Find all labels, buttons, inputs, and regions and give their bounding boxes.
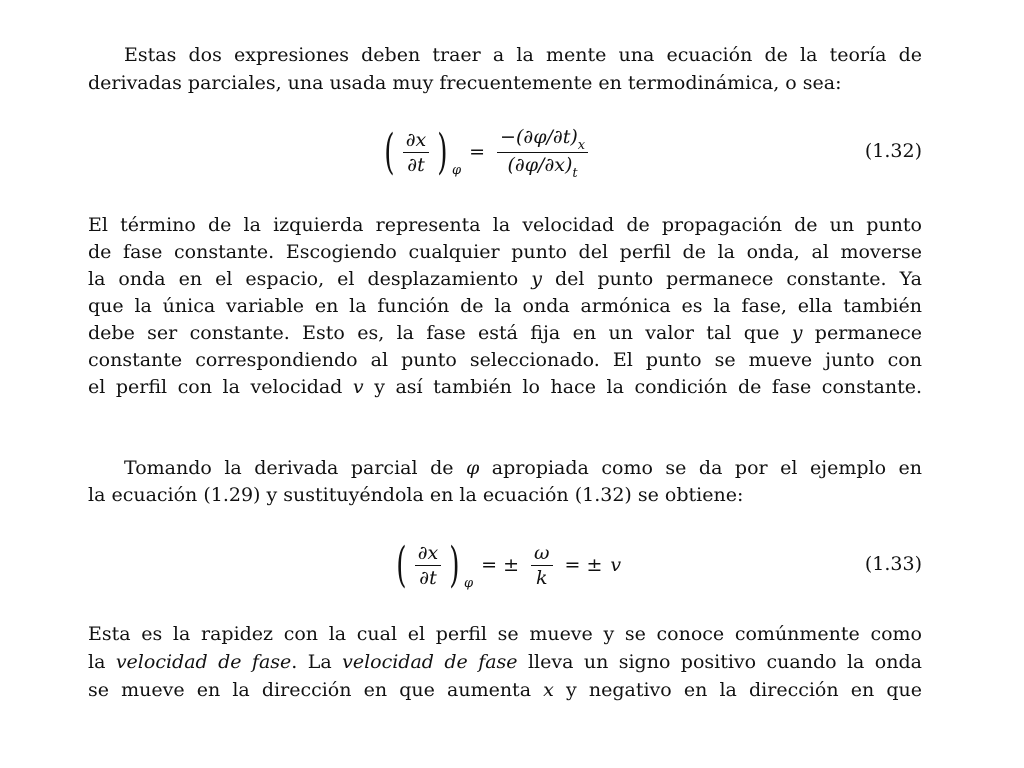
rhs-fraction [497, 125, 588, 180]
paragraph-2-line-4: que la única variable en la función de la onda armónica es la fase, ella también [88, 295, 922, 317]
right-paren: ) [437, 124, 448, 180]
paragraph-2-line-7: el perfil con la velocidad v y así también lo hace la condición de fase constante. [88, 376, 922, 398]
right-paren: ) [449, 537, 460, 593]
lhs-fraction [403, 128, 430, 177]
equals-sign: = [469, 141, 486, 163]
equation-1-32 [0, 122, 1024, 182]
omega-over-k-fraction [531, 541, 553, 590]
omega: ω [534, 541, 550, 564]
lhs-numerator: ∂x [405, 128, 427, 151]
equals-plus-minus-2: = ± [564, 554, 603, 576]
left-paren: ( [396, 537, 407, 593]
paragraph-2-line-2: de fase constante. Escogiendo cualquier punto del perfil de la onda, al moverse [88, 241, 922, 263]
left-paren: ( [384, 124, 395, 180]
paragraph-2-line-6: constante correspondiendo al punto seleccionado. El punto se mueve junto con [88, 349, 922, 371]
rhs-numerator: $-(\partial\varphi/\partial t)_x$ [500, 125, 586, 153]
lhs-denominator: ∂t [407, 153, 425, 176]
paragraph-3-line-1: Tomando la derivada parcial de φ apropiada como se da por el ejemplo en [124, 457, 923, 479]
equation-number: (1.33) [864, 553, 922, 575]
lhs-subscript: φ [452, 162, 462, 178]
phase-velocity-v: v [610, 554, 622, 576]
paragraph-4-line-1: Esta es la rapidez con la cual el perfil se mueve y se conoce comúnmente como [88, 623, 922, 645]
paragraph-4-line-3: se mueve en la dirección en que aumenta x y negativo en la dirección en que [88, 679, 922, 701]
paragraph-2-line-3: la onda en el espacio, el desplazamiento y del punto permanece constante. Ya [88, 268, 922, 290]
equation-1-33 [0, 535, 1024, 595]
lhs-numerator: ∂x [417, 541, 439, 564]
equation-number: (1.32) [864, 140, 922, 162]
lhs-fraction [415, 541, 442, 590]
paragraph-3-line-2: la ecuación (1.29) y sustituyéndola en la ecuación (1.32) se obtiene: [88, 484, 744, 506]
paragraph-2-line-5: debe ser constante. Esto es, la fase está fija en un valor tal que y permanece [88, 322, 922, 344]
paragraph-2-line-1: El término de la izquierda representa la velocidad de propagación de un punto [88, 214, 922, 236]
rhs-denominator: $(\partial\varphi/\partial x)_t$ [507, 153, 578, 181]
paragraph-1-line-1: Estas dos expresiones deben traer a la mente una ecuación de la teoría de [124, 44, 922, 66]
k: k [536, 566, 548, 589]
equals-plus-minus-1: = ± [481, 554, 520, 576]
paragraph-4-line-2: la velocidad de fase. La velocidad de fase lleva un signo positivo cuando la onda [88, 651, 922, 673]
paragraph-1-line-2: derivadas parciales, una usada muy frecuentemente en termodinámica, o sea: [88, 72, 842, 94]
lhs-subscript: φ [464, 575, 474, 591]
lhs-denominator: ∂t [419, 566, 437, 589]
